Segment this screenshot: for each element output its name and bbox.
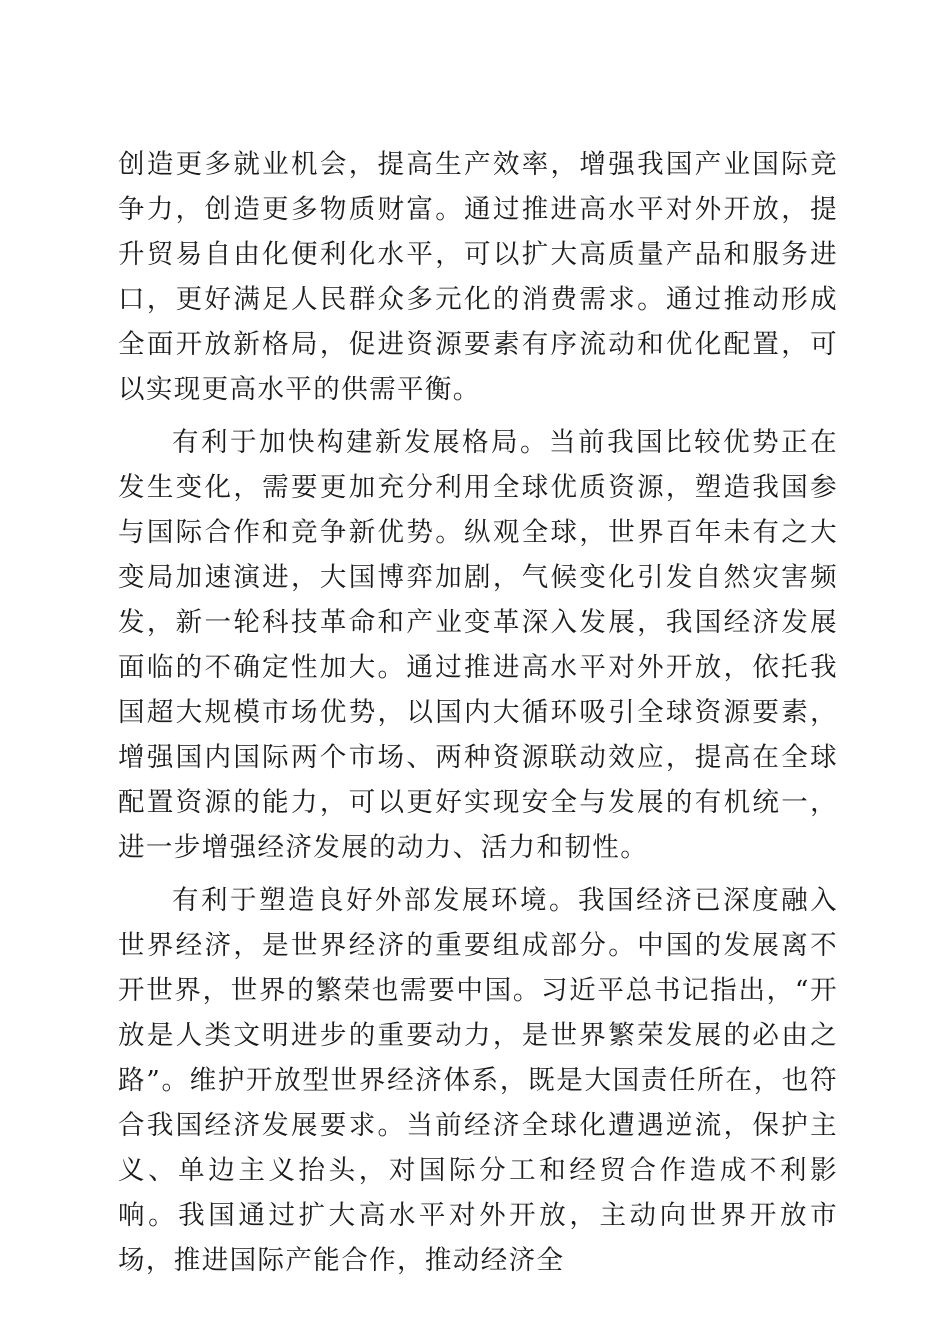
paragraph-external-environment: 有利于塑造良好外部发展环境。我国经济已深度融入世界经济，是世界经济的重要组成部分。中国的发展离不开世界，世界的繁荣也需要中国。习近平总书记指出，“开放是人类文明进步的重要动力，是世界繁荣发展的必由之路”。维护开放型世界经济体系，既是大国责任所在，也符合我国经济发展要求。当前经济全球化遭遇逆流，保护主义、单边主义抬头，对国际分工和经贸合作造成不利影响。我国通过扩大高水平对外开放，主动向世界开放市场，推进国际产能合作，推动经济全	[118, 885, 838, 1276]
document-body	[118, 142, 838, 1291]
paragraph-new-development-pattern: 有利于加快构建新发展格局。当前我国比较优势正在发生变化，需要更加充分利用全球优质资源，塑造我国参与国际合作和竞争新优势。纵观全球，世界百年未有之大变局加速演进，大国博弈加剧，气候变化引发自然灾害频发，新一轮科技革命和产业变革深入发展，我国经济发展面临的不确定性加大。通过推进高水平对外开放，依托我国超大规模市场优势，以国内大循环吸引全球资源要素，增强国内国际两个市场、两种资源联动效应，提高在全球配置资源的能力，可以更好实现安全与发展的有机统一，进一步增强经济发展的动力、活力和韧性。	[118, 427, 838, 863]
paragraph-continuation: 创造更多就业机会，提高生产效率，增强我国产业国际竞争力，创造更多物质财富。通过推进高水平对外开放，提升贸易自由化便利化水平，可以扩大高质量产品和服务进口，更好满足人民群众多元化的消费需求。通过推动形成全面开放新格局，促进资源要素有序流动和优化配置，可以实现更高水平的供需平衡。	[118, 149, 838, 405]
